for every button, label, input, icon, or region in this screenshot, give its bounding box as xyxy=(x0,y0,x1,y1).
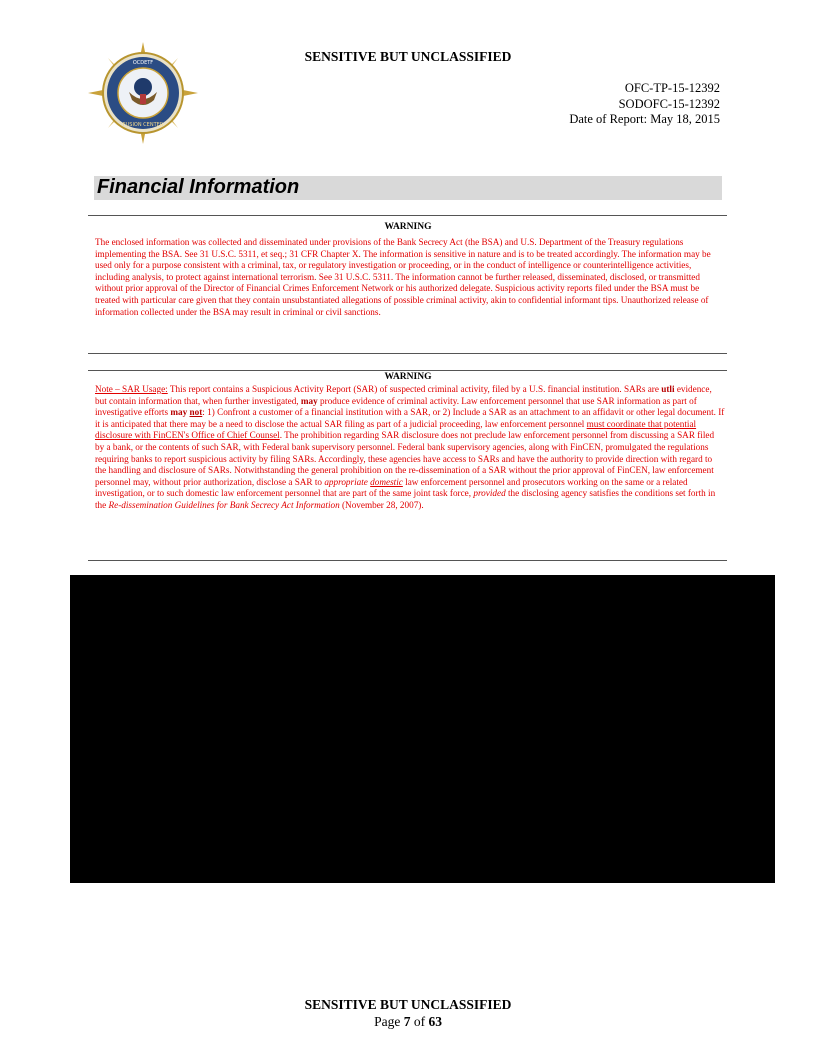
text-run-italic-underlined: domestic xyxy=(370,476,403,487)
text-run-italic: appropriate xyxy=(324,476,371,487)
text-run-underlined: must coordinate that potential disclosure with FinCEN's Office of Chief Counsel xyxy=(95,418,697,441)
note-sar-usage-label: Note – SAR Usage: xyxy=(95,384,168,394)
report-reference-block xyxy=(569,81,720,128)
svg-text:OCDETF: OCDETF xyxy=(132,60,154,66)
page-current: 7 xyxy=(403,1014,411,1029)
page-of: of xyxy=(410,1014,429,1029)
svg-text:FUSION CENTER: FUSION CENTER xyxy=(122,122,164,128)
redaction-block xyxy=(70,575,775,883)
divider xyxy=(88,353,727,354)
text-run: . The prohibition regarding SAR disclosure does not preclude law enforcement personnel from discussing a SAR filed by a bank, or the contents of such SAR, with Federal bank supervisory personnel. Federal bank supervisory agencies, along with FinCEN, promulgated the regulations requiring banks to report suspicious activity by filing SARs. Accordingly, these agencies have access to SARs and have the authority to provide direction with regard to the handling and disclosure of SARs. Notwithstanding the general prohibition on the re-dissemination of a SAR without the prior approval of FinCEN, law enforcement personnel may, without prior authorization, disclose a SAR to xyxy=(95,430,715,487)
footer-classification: SENSITIVE BUT UNCLASSIFIED xyxy=(304,997,512,1012)
warning-2-heading: WARNING xyxy=(384,372,432,382)
header-classification: SENSITIVE BUT UNCLASSIFIED xyxy=(304,49,512,64)
text-run: law enforcement personnel and prosecutors working on the same or a related investigation, or to such domestic law enforcement personnel that are part of the same joint task force, xyxy=(95,476,688,499)
divider xyxy=(88,215,727,216)
text-run-bold: may xyxy=(170,407,190,418)
text-run-bold: may xyxy=(300,395,318,406)
divider xyxy=(88,560,727,561)
report-ref-1: OFC-TP-15-12392 xyxy=(624,81,720,95)
section-title: Financial Information xyxy=(97,176,300,198)
text-run: This report contains a Suspicious Activity Report (SAR) of suspected criminal activity, filed by a U.S. financial institution. SARs are xyxy=(167,384,662,394)
page-total: 63 xyxy=(428,1014,442,1029)
ocdetf-seal-icon xyxy=(88,42,198,144)
page-number xyxy=(0,1014,816,1030)
date-of-report: Date of Report: May 18, 2015 xyxy=(569,112,720,126)
warning-1-heading: WARNING xyxy=(384,222,432,232)
divider xyxy=(88,370,727,371)
text-run: the disclosing agency satisfies the conditions set forth in the xyxy=(95,488,716,510)
page-prefix: Page xyxy=(374,1014,404,1029)
warning-1-text: The enclosed information was collected and disseminated under provisions of the Bank Secrecy Act (the BSA) and U.S. Department of the Treasury regulations implementing the BSA. See 31 U.S.C. 5311, et seq.; 31 CFR Chapter X. The information is sensitive in nature and is to be treated accordingly. The information may be used only for a purpose consistent with a criminal, tax, or regulatory investigation or proceeding, or in the conduct of intelligence or counterintelligence activities, including analysis, to protect against international terrorism. See 31 U.S.C. 5311. The information cannot be further released, disseminated, disclosed, or transmitted without prior approval of the Director of Financial Crimes Enforcement Network or his authorized delegate. Suspicious activity reports filed under the BSA must be treated with particular care given that they contain unsubstantiated allegations of possible criminal activity, akin to confidential informant tips. Unauthorized release of information collected under the BSA may result in criminal or civil sanctions. xyxy=(95,237,711,317)
text-run-italic: provided xyxy=(473,488,506,499)
warning-2-text xyxy=(95,384,725,512)
report-ref-2: SODOFC-15-12392 xyxy=(618,96,720,111)
text-run: : 1) Confront a customer of a financial institution with a SAR, or 2) Include a SAR as an attachment to an affidavit or other legal document. If it is anticipated that there may be a need to disclose the actual SAR filing as part of a judicial proceeding, law enforcement personnel xyxy=(95,407,725,429)
text-run: evidence, but contain information that, when further investigated, xyxy=(95,384,712,406)
text-run: (November 28, 2007). xyxy=(339,499,424,510)
text-run-bold-underlined: not xyxy=(189,407,203,418)
text-run: produce evidence of criminal activity. Law enforcement personnel that use SAR information as part of investigative efforts xyxy=(95,395,697,418)
text-run-italic: Re-dissemination Guidelines for Bank Secrecy Act Information xyxy=(108,499,340,510)
text-run-bold: utli xyxy=(661,384,675,394)
